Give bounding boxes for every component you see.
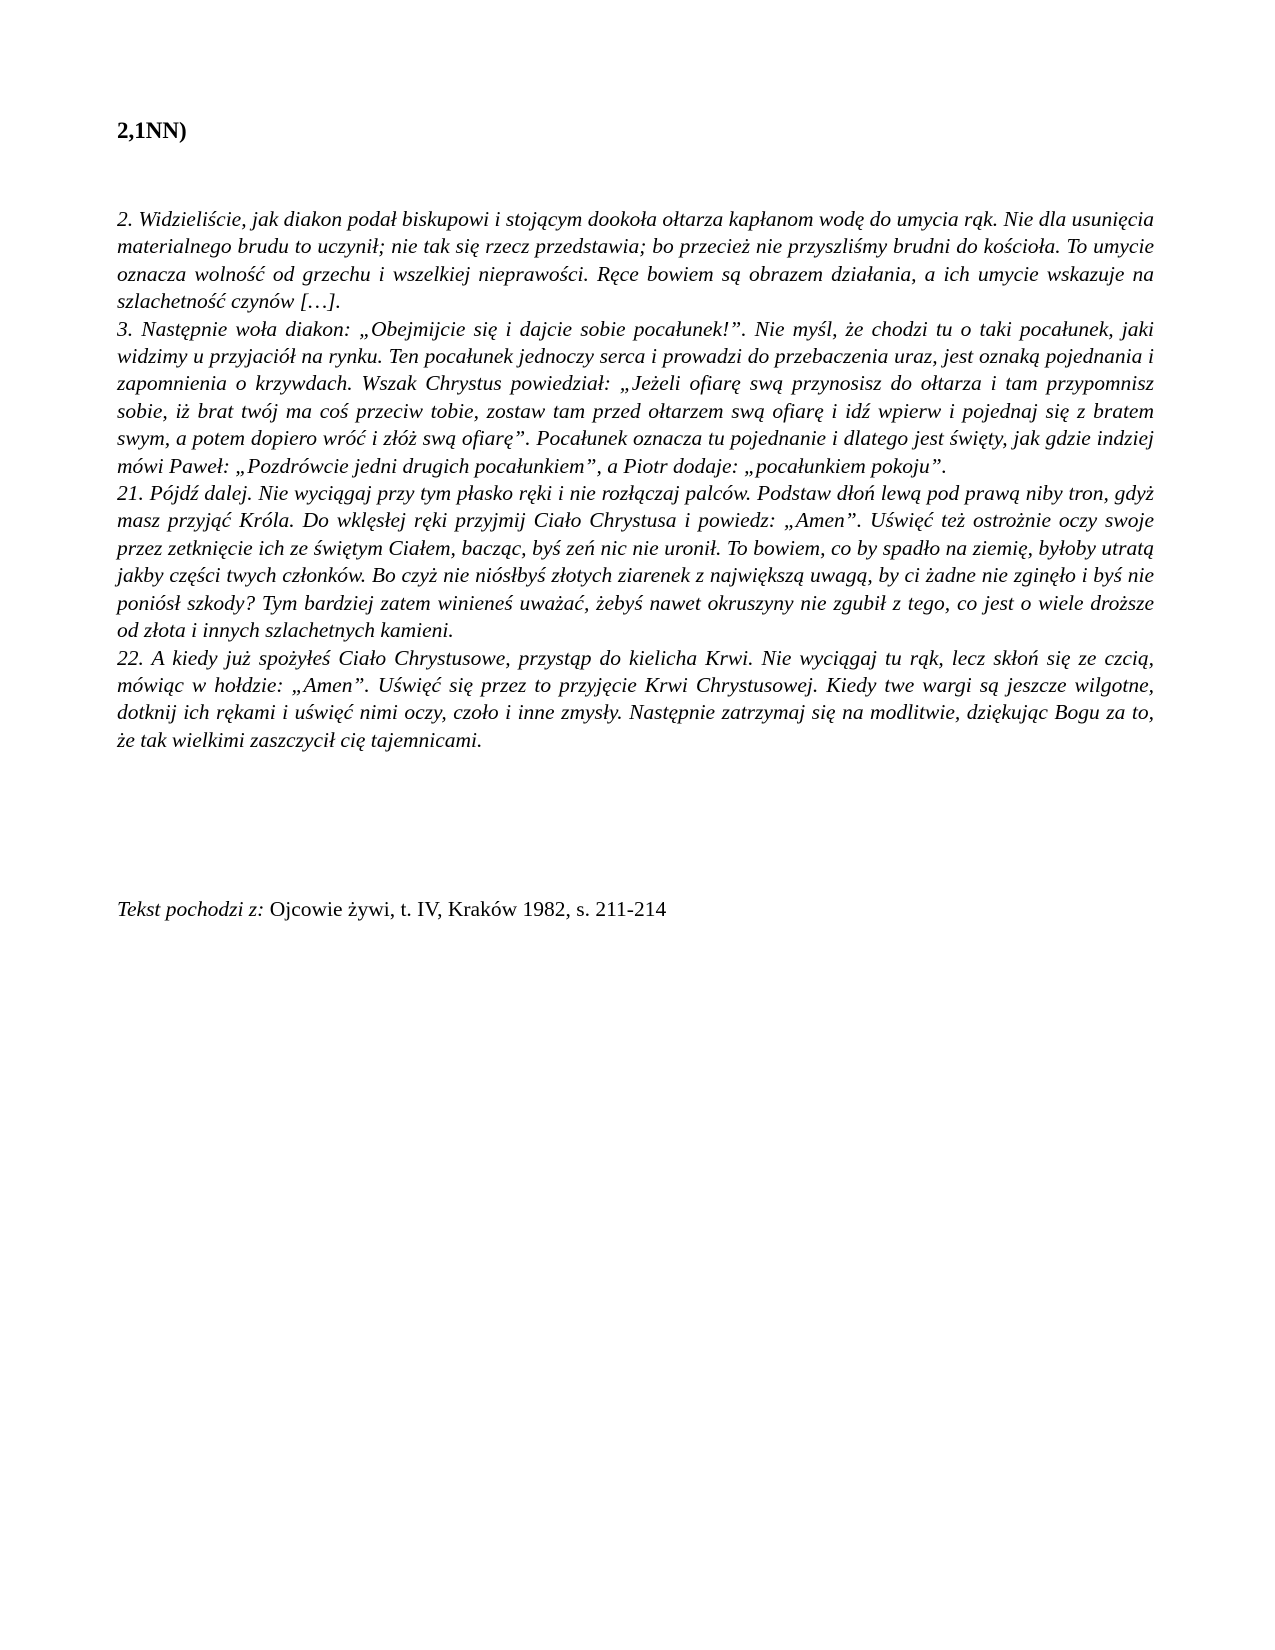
paragraph-21: 21. Pójdź dalej. Nie wyciągaj przy tym płasko ręki i nie rozłączaj palców. Podstaw dłoń lewą pod prawą niby tron, gdyż masz przyjąć Króla. Do wklęsłej ręki przyjmij Ciało Chrystusa i powiedz: „Amen”. Uświęć też ostrożnie oczy swoje przez zetknięcie ich ze świętym Ciałem, bacząc, byś zeń nic nie uronił. To bowiem, co by spadło na ziemię, byłoby utratą jakby części twych członków. Bo czyż nie niósłbyś złotych ziarenek z największą uwagą, by ci żadne nie zginęło i byś nie poniósł szkody? Tym bardziej zatem winieneś uważać, żebyś nawet okruszyny nie zgubił z tego, co jest o wiele droższe od złota i innych szlachetnych kamieni. xyxy=(117,481,1154,643)
document-heading: 2,1NN) xyxy=(117,118,187,143)
paragraph-2: 2. Widzieliście, jak diakon podał biskupowi i stojącym dookoła ołtarza kapłanom wodę do umycia rąk. Nie dla usunięcia materialnego brudu to uczynił; nie tak się rzecz przedstawia; bo przecież nie przyszliśmy brudni do kościoła. To umycie oznacza wolność od grzechu i wszelkiej nieprawości. Ręce bowiem są obrazem działania, a ich umycie wskazuje na szlachetność czynów […]. xyxy=(117,207,1154,314)
source-label: Tekst pochodzi z: xyxy=(117,897,265,921)
paragraph-22: 22. A kiedy już spożyłeś Ciało Chrystusowe, przystąp do kielicha Krwi. Nie wyciągaj tu rąk, lecz skłoń się ze czcią, mówiąc w hołdzie: „Amen”. Uświęć się przez to przyjęcie Krwi Chrystusowej. Kiedy twe wargi są jeszcze wilgotne, dotknij ich rękami i uświęć nimi oczy, czoło i inne zmysły. Następnie zatrzymaj się na modlitwie, dziękując Bogu za to, że tak wielkimi zaszczycił cię tajemnicami. xyxy=(117,645,1154,752)
paragraph-3: 3. Następnie woła diakon: „Obejmijcie się i dajcie sobie pocałunek!”. Nie myśl, że chodzi tu o taki pocałunek, jaki widzimy u przyjaciół na rynku. Ten pocałunek jednoczy serca i prowadzi do przebaczenia uraz, jest oznaką pojednania i zapomnienia o krzywdach. Wszak Chrystus powiedział: „Jeżeli ofiarę swą przynosisz do ołtarza i tam przypomnisz sobie, iż brat twój ma coś przeciw tobie, zostaw tam przed ołtarzem swą ofiarę i idź wpierw i pojednaj się z bratem swym, a potem dopiero wróć i złóż swą ofiarę”. Pocałunek oznacza tu pojednanie i dlatego jest święty, jak gdzie indziej mówi Paweł: „Pozdrówcie jedni drugich pocałunkiem”, a Piotr dodaje: „pocałunkiem pokoju”. xyxy=(117,316,1154,478)
document-body xyxy=(117,206,1154,754)
source-citation xyxy=(117,896,666,923)
source-text: Ojcowie żywi, t. IV, Kraków 1982, s. 211-214 xyxy=(269,897,667,921)
